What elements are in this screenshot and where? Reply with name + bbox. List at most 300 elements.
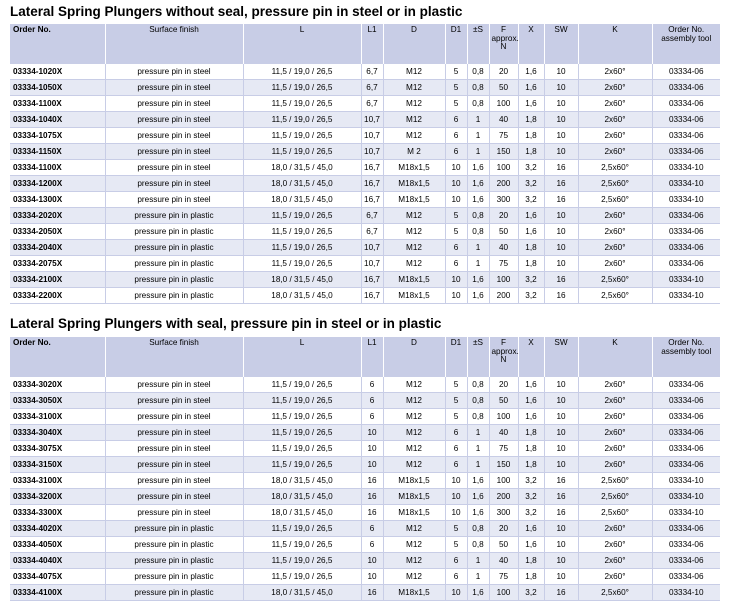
cell-l: 18,0 / 31,5 / 45,0	[243, 192, 361, 208]
cell-order-no: 03334-1050X	[10, 80, 105, 96]
cell-x: 3,2	[518, 473, 544, 489]
cell-surface-finish: pressure pin in plastic	[105, 256, 243, 272]
cell-l: 11,5 / 19,0 / 26,5	[243, 377, 361, 393]
header-line: L	[299, 338, 305, 347]
column-header-f	[489, 337, 518, 377]
cell-assembly-tool: 03334-06	[652, 64, 720, 80]
cell-d1: 10	[445, 160, 467, 176]
cell-order-no: 03334-4100X	[10, 585, 105, 601]
cell-f: 75	[489, 128, 518, 144]
table-row	[10, 64, 720, 80]
cell-s: 1,6	[467, 473, 489, 489]
header-line: Surface finish	[149, 25, 199, 34]
cell-assembly-tool: 03334-10	[652, 585, 720, 601]
cell-d: M18x1,5	[383, 473, 445, 489]
spec-table-without-seal	[10, 24, 720, 304]
cell-f: 300	[489, 192, 518, 208]
cell-surface-finish: pressure pin in steel	[105, 377, 243, 393]
cell-l1: 10,7	[361, 128, 383, 144]
cell-d: M18x1,5	[383, 288, 445, 304]
cell-d: M12	[383, 64, 445, 80]
cell-assembly-tool: 03334-06	[652, 208, 720, 224]
cell-d1: 6	[445, 425, 467, 441]
table-row	[10, 473, 720, 489]
cell-d: M18x1,5	[383, 176, 445, 192]
cell-surface-finish: pressure pin in plastic	[105, 553, 243, 569]
cell-sw: 10	[544, 208, 578, 224]
cell-k: 2,5x60°	[578, 585, 652, 601]
table-row	[10, 505, 720, 521]
cell-d1: 10	[445, 176, 467, 192]
cell-assembly-tool: 03334-10	[652, 489, 720, 505]
cell-d: M12	[383, 457, 445, 473]
cell-d: M12	[383, 553, 445, 569]
cell-l1: 6	[361, 393, 383, 409]
cell-sw: 16	[544, 585, 578, 601]
cell-sw: 16	[544, 489, 578, 505]
cell-f: 50	[489, 224, 518, 240]
cell-surface-finish: pressure pin in steel	[105, 160, 243, 176]
cell-assembly-tool: 03334-06	[652, 553, 720, 569]
cell-order-no: 03334-3075X	[10, 441, 105, 457]
cell-order-no: 03334-2075X	[10, 256, 105, 272]
cell-f: 100	[489, 473, 518, 489]
table-row	[10, 176, 720, 192]
cell-surface-finish: pressure pin in steel	[105, 457, 243, 473]
column-header-s	[467, 24, 489, 64]
column-header-order-no	[10, 24, 105, 64]
cell-s: 1,6	[467, 288, 489, 304]
cell-l1: 6,7	[361, 64, 383, 80]
cell-sw: 16	[544, 272, 578, 288]
cell-d1: 10	[445, 585, 467, 601]
cell-l: 11,5 / 19,0 / 26,5	[243, 144, 361, 160]
cell-l: 18,0 / 31,5 / 45,0	[243, 272, 361, 288]
cell-order-no: 03334-4050X	[10, 537, 105, 553]
cell-assembly-tool: 03334-06	[652, 128, 720, 144]
cell-surface-finish: pressure pin in plastic	[105, 224, 243, 240]
cell-sw: 10	[544, 80, 578, 96]
cell-l: 18,0 / 31,5 / 45,0	[243, 160, 361, 176]
cell-surface-finish: pressure pin in plastic	[105, 272, 243, 288]
cell-f: 100	[489, 96, 518, 112]
cell-l1: 16,7	[361, 288, 383, 304]
cell-s: 1	[467, 457, 489, 473]
cell-order-no: 03334-2200X	[10, 288, 105, 304]
cell-s: 1,6	[467, 489, 489, 505]
cell-order-no: 03334-1300X	[10, 192, 105, 208]
cell-d: M12	[383, 224, 445, 240]
cell-sw: 10	[544, 521, 578, 537]
table-row	[10, 240, 720, 256]
header-line: approx.	[491, 346, 519, 356]
cell-f: 20	[489, 521, 518, 537]
cell-k: 2x60°	[578, 425, 652, 441]
table-row	[10, 128, 720, 144]
column-header-assembly-tool	[652, 337, 720, 377]
cell-f: 50	[489, 80, 518, 96]
cell-assembly-tool: 03334-06	[652, 144, 720, 160]
cell-x: 3,2	[518, 505, 544, 521]
cell-order-no: 03334-3300X	[10, 505, 105, 521]
header-line: N	[500, 42, 507, 51]
cell-d1: 6	[445, 457, 467, 473]
cell-sw: 10	[544, 569, 578, 585]
column-header-s	[467, 337, 489, 377]
cell-d1: 10	[445, 272, 467, 288]
cell-l: 11,5 / 19,0 / 26,5	[243, 409, 361, 425]
header-line: D	[411, 338, 417, 347]
column-header-order-no	[10, 337, 105, 377]
cell-surface-finish: pressure pin in steel	[105, 128, 243, 144]
cell-k: 2x60°	[578, 457, 652, 473]
cell-x: 1,8	[518, 256, 544, 272]
column-header-l1	[361, 337, 383, 377]
cell-f: 300	[489, 505, 518, 521]
cell-surface-finish: pressure pin in plastic	[105, 240, 243, 256]
cell-assembly-tool: 03334-06	[652, 112, 720, 128]
cell-k: 2,5x60°	[578, 473, 652, 489]
cell-d1: 10	[445, 505, 467, 521]
cell-sw: 16	[544, 176, 578, 192]
cell-sw: 10	[544, 256, 578, 272]
cell-order-no: 03334-2100X	[10, 272, 105, 288]
cell-k: 2x60°	[578, 240, 652, 256]
cell-order-no: 03334-1150X	[10, 144, 105, 160]
cell-d1: 10	[445, 473, 467, 489]
header-line: L1	[367, 25, 377, 34]
cell-assembly-tool: 03334-06	[652, 537, 720, 553]
cell-d1: 5	[445, 521, 467, 537]
cell-x: 1,8	[518, 425, 544, 441]
cell-s: 0,8	[467, 537, 489, 553]
cell-s: 0,8	[467, 377, 489, 393]
cell-x: 1,8	[518, 112, 544, 128]
cell-assembly-tool: 03334-06	[652, 377, 720, 393]
spec-table-with-seal	[10, 337, 720, 601]
table-row	[10, 425, 720, 441]
table-row	[10, 144, 720, 160]
cell-k: 2,5x60°	[578, 272, 652, 288]
cell-d1: 6	[445, 240, 467, 256]
cell-k: 2,5x60°	[578, 288, 652, 304]
cell-assembly-tool: 03334-10	[652, 473, 720, 489]
column-header-surface-finish	[105, 337, 243, 377]
cell-d: M18x1,5	[383, 192, 445, 208]
cell-l1: 10,7	[361, 256, 383, 272]
cell-sw: 10	[544, 441, 578, 457]
cell-s: 1	[467, 441, 489, 457]
cell-assembly-tool: 03334-06	[652, 393, 720, 409]
cell-sw: 16	[544, 192, 578, 208]
cell-d: M 2	[383, 144, 445, 160]
cell-f: 40	[489, 240, 518, 256]
cell-sw: 10	[544, 112, 578, 128]
cell-s: 1	[467, 569, 489, 585]
cell-x: 3,2	[518, 288, 544, 304]
cell-sw: 16	[544, 288, 578, 304]
cell-f: 100	[489, 585, 518, 601]
table-row	[10, 457, 720, 473]
cell-assembly-tool: 03334-06	[652, 425, 720, 441]
cell-assembly-tool: 03334-06	[652, 256, 720, 272]
cell-surface-finish: pressure pin in steel	[105, 473, 243, 489]
cell-sw: 10	[544, 537, 578, 553]
header-line: L1	[367, 338, 377, 347]
cell-f: 40	[489, 425, 518, 441]
cell-surface-finish: pressure pin in steel	[105, 489, 243, 505]
table-row	[10, 393, 720, 409]
cell-d: M12	[383, 537, 445, 553]
cell-s: 1	[467, 240, 489, 256]
cell-s: 1	[467, 144, 489, 160]
cell-s: 0,8	[467, 409, 489, 425]
cell-order-no: 03334-3100X	[10, 473, 105, 489]
cell-assembly-tool: 03334-10	[652, 176, 720, 192]
cell-l1: 10	[361, 425, 383, 441]
cell-l: 18,0 / 31,5 / 45,0	[243, 288, 361, 304]
cell-assembly-tool: 03334-06	[652, 224, 720, 240]
cell-s: 0,8	[467, 224, 489, 240]
cell-x: 1,6	[518, 96, 544, 112]
cell-order-no: 03334-2020X	[10, 208, 105, 224]
cell-surface-finish: pressure pin in plastic	[105, 521, 243, 537]
cell-sw: 16	[544, 160, 578, 176]
cell-l1: 10	[361, 569, 383, 585]
cell-sw: 10	[544, 224, 578, 240]
cell-d1: 6	[445, 256, 467, 272]
table-row	[10, 80, 720, 96]
cell-order-no: 03334-3050X	[10, 393, 105, 409]
cell-order-no: 03334-1040X	[10, 112, 105, 128]
cell-surface-finish: pressure pin in steel	[105, 441, 243, 457]
cell-l: 11,5 / 19,0 / 26,5	[243, 112, 361, 128]
cell-l: 18,0 / 31,5 / 45,0	[243, 585, 361, 601]
cell-x: 1,6	[518, 537, 544, 553]
cell-l1: 10	[361, 457, 383, 473]
cell-f: 150	[489, 144, 518, 160]
cell-f: 200	[489, 176, 518, 192]
cell-s: 1	[467, 425, 489, 441]
cell-assembly-tool: 03334-06	[652, 441, 720, 457]
cell-d1: 5	[445, 208, 467, 224]
cell-s: 1	[467, 256, 489, 272]
cell-l1: 6,7	[361, 80, 383, 96]
cell-s: 0,8	[467, 393, 489, 409]
cell-k: 2x60°	[578, 96, 652, 112]
cell-x: 1,8	[518, 144, 544, 160]
cell-s: 1,6	[467, 176, 489, 192]
cell-d1: 6	[445, 441, 467, 457]
cell-sw: 10	[544, 240, 578, 256]
cell-d1: 6	[445, 112, 467, 128]
cell-d1: 6	[445, 569, 467, 585]
column-header-assembly-tool	[652, 24, 720, 64]
cell-s: 0,8	[467, 64, 489, 80]
cell-d: M12	[383, 96, 445, 112]
cell-sw: 10	[544, 96, 578, 112]
column-header-l1	[361, 24, 383, 64]
column-header-surface-finish	[105, 24, 243, 64]
cell-d1: 5	[445, 96, 467, 112]
cell-x: 3,2	[518, 489, 544, 505]
cell-x: 1,6	[518, 521, 544, 537]
cell-d1: 5	[445, 64, 467, 80]
cell-d: M18x1,5	[383, 585, 445, 601]
cell-assembly-tool: 03334-10	[652, 505, 720, 521]
cell-l1: 10	[361, 553, 383, 569]
cell-l1: 16	[361, 473, 383, 489]
cell-surface-finish: pressure pin in steel	[105, 64, 243, 80]
cell-l1: 6	[361, 377, 383, 393]
cell-l1: 16	[361, 585, 383, 601]
cell-d: M18x1,5	[383, 505, 445, 521]
header-line: N	[500, 355, 507, 364]
table-row	[10, 537, 720, 553]
cell-order-no: 03334-2050X	[10, 224, 105, 240]
column-header-d1	[445, 337, 467, 377]
column-header-x	[518, 24, 544, 64]
cell-x: 1,8	[518, 240, 544, 256]
cell-sw: 10	[544, 377, 578, 393]
cell-k: 2x60°	[578, 377, 652, 393]
column-header-sw	[544, 24, 578, 64]
cell-f: 100	[489, 272, 518, 288]
cell-d1: 6	[445, 144, 467, 160]
table-row	[10, 409, 720, 425]
cell-surface-finish: pressure pin in steel	[105, 192, 243, 208]
cell-d1: 5	[445, 80, 467, 96]
cell-f: 50	[489, 537, 518, 553]
table-row	[10, 288, 720, 304]
cell-d: M12	[383, 128, 445, 144]
cell-l: 11,5 / 19,0 / 26,5	[243, 80, 361, 96]
cell-l: 11,5 / 19,0 / 26,5	[243, 240, 361, 256]
cell-assembly-tool: 03334-06	[652, 457, 720, 473]
cell-sw: 10	[544, 409, 578, 425]
header-line: K	[612, 338, 618, 347]
cell-d1: 6	[445, 128, 467, 144]
cell-l: 11,5 / 19,0 / 26,5	[243, 96, 361, 112]
header-line: X	[528, 25, 534, 34]
cell-s: 1	[467, 128, 489, 144]
header-line: SW	[554, 338, 568, 347]
cell-k: 2,5x60°	[578, 505, 652, 521]
cell-x: 1,8	[518, 128, 544, 144]
cell-l1: 6	[361, 409, 383, 425]
cell-assembly-tool: 03334-06	[652, 521, 720, 537]
header-line: Surface finish	[149, 338, 199, 347]
cell-d1: 10	[445, 192, 467, 208]
header-line: Order No.	[668, 338, 705, 347]
cell-surface-finish: pressure pin in plastic	[105, 537, 243, 553]
cell-assembly-tool: 03334-10	[652, 160, 720, 176]
cell-d1: 5	[445, 224, 467, 240]
cell-d: M12	[383, 569, 445, 585]
header-line: D1	[450, 338, 462, 347]
column-header-k	[578, 337, 652, 377]
cell-order-no: 03334-4020X	[10, 521, 105, 537]
cell-k: 2x60°	[578, 409, 652, 425]
cell-l1: 16,7	[361, 176, 383, 192]
cell-order-no: 03334-3150X	[10, 457, 105, 473]
cell-k: 2x60°	[578, 521, 652, 537]
cell-sw: 10	[544, 425, 578, 441]
cell-sw: 16	[544, 505, 578, 521]
cell-k: 2x60°	[578, 144, 652, 160]
cell-l1: 16,7	[361, 272, 383, 288]
cell-l1: 6	[361, 521, 383, 537]
cell-d: M12	[383, 441, 445, 457]
cell-l1: 6,7	[361, 96, 383, 112]
table-row	[10, 272, 720, 288]
cell-s: 1,6	[467, 585, 489, 601]
cell-s: 0,8	[467, 521, 489, 537]
cell-f: 200	[489, 288, 518, 304]
cell-l1: 6,7	[361, 208, 383, 224]
cell-sw: 10	[544, 144, 578, 160]
header-line: ±S	[473, 25, 483, 34]
cell-s: 1	[467, 112, 489, 128]
cell-f: 100	[489, 409, 518, 425]
header-line: D	[411, 25, 417, 34]
cell-sw: 16	[544, 473, 578, 489]
cell-d1: 10	[445, 288, 467, 304]
cell-l1: 10,7	[361, 144, 383, 160]
cell-k: 2x60°	[578, 553, 652, 569]
column-header-x	[518, 337, 544, 377]
cell-l: 11,5 / 19,0 / 26,5	[243, 128, 361, 144]
cell-f: 40	[489, 112, 518, 128]
cell-s: 0,8	[467, 96, 489, 112]
table-row	[10, 521, 720, 537]
cell-d1: 10	[445, 489, 467, 505]
cell-x: 1,6	[518, 409, 544, 425]
cell-order-no: 03334-2040X	[10, 240, 105, 256]
cell-sw: 10	[544, 457, 578, 473]
cell-l: 18,0 / 31,5 / 45,0	[243, 176, 361, 192]
cell-d: M18x1,5	[383, 272, 445, 288]
cell-s: 0,8	[467, 80, 489, 96]
cell-d: M12	[383, 208, 445, 224]
cell-k: 2x60°	[578, 80, 652, 96]
section-title: Lateral Spring Plungers with seal, pressure pin in steel or in plastic	[10, 316, 442, 331]
cell-surface-finish: pressure pin in steel	[105, 80, 243, 96]
cell-k: 2x60°	[578, 224, 652, 240]
cell-f: 20	[489, 64, 518, 80]
table-row	[10, 489, 720, 505]
cell-l1: 6	[361, 537, 383, 553]
cell-d: M12	[383, 377, 445, 393]
cell-assembly-tool: 03334-06	[652, 80, 720, 96]
section-title: Lateral Spring Plungers without seal, pressure pin in steel or in plastic	[10, 4, 463, 19]
cell-surface-finish: pressure pin in plastic	[105, 288, 243, 304]
cell-s: 1,6	[467, 160, 489, 176]
cell-surface-finish: pressure pin in plastic	[105, 569, 243, 585]
cell-x: 1,8	[518, 441, 544, 457]
cell-l: 11,5 / 19,0 / 26,5	[243, 441, 361, 457]
column-header-d1	[445, 24, 467, 64]
column-header-l	[243, 24, 361, 64]
cell-f: 40	[489, 553, 518, 569]
table-row	[10, 96, 720, 112]
cell-l1: 16	[361, 489, 383, 505]
header-line: ±S	[473, 338, 483, 347]
cell-assembly-tool: 03334-10	[652, 192, 720, 208]
cell-l: 18,0 / 31,5 / 45,0	[243, 489, 361, 505]
table-row	[10, 224, 720, 240]
header-line: approx.	[491, 33, 519, 43]
